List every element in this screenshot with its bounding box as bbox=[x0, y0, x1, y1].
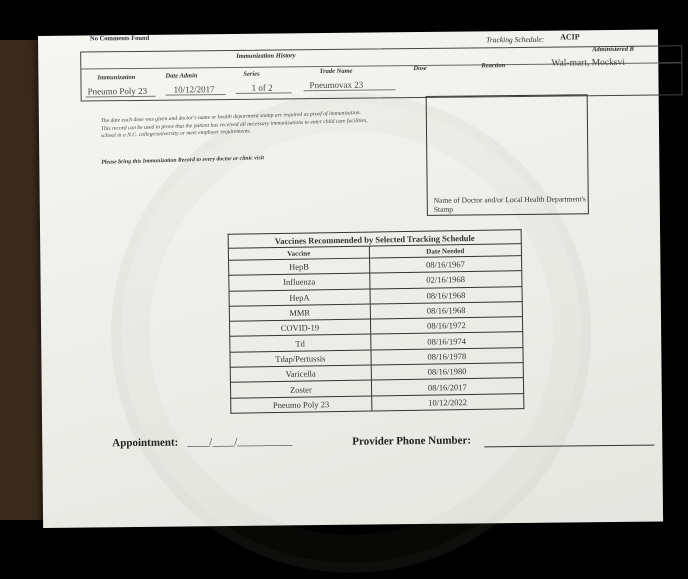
vaccine-name: Zoster bbox=[230, 380, 371, 398]
table-row bbox=[231, 393, 524, 413]
date-needed: 08/16/1978 bbox=[371, 347, 524, 365]
date-needed: 08/16/1967 bbox=[369, 256, 522, 274]
tracking-schedule-label: Tracking Schedule: bbox=[486, 34, 545, 45]
history-administered-by-value: Wal-mart, Mocksvi bbox=[551, 57, 626, 69]
date-needed: 02/16/1968 bbox=[369, 271, 522, 289]
appointment-label: Appointment: bbox=[112, 436, 179, 450]
history-date-admin-value: 10/12/2017 bbox=[173, 84, 215, 95]
date-needed: 08/16/2017 bbox=[371, 378, 524, 396]
vaccine-name: HepA bbox=[229, 289, 370, 307]
vaccine-name: Tdap/Pertussis bbox=[230, 350, 371, 368]
immunization-history-box bbox=[80, 45, 682, 101]
doctor-stamp-box bbox=[426, 94, 589, 216]
history-series-value: 1 of 2 bbox=[251, 82, 273, 93]
stamp-box-label: Name of Doctor and/or Local Health Department's Stamp bbox=[433, 194, 586, 214]
vaccine-name: COVID-19 bbox=[229, 319, 370, 337]
col-series: Series bbox=[243, 70, 260, 78]
underline bbox=[236, 92, 292, 94]
administered-by-label: Administered B bbox=[592, 45, 634, 54]
immunization-record-page bbox=[38, 30, 663, 528]
vaccine-name: Pneumo Poly 23 bbox=[231, 396, 372, 414]
vaccine-name: MMR bbox=[229, 304, 370, 322]
history-immunization-value: Pneumo Poly 23 bbox=[87, 85, 148, 97]
provider-phone-blank[interactable] bbox=[484, 445, 654, 448]
underline bbox=[86, 96, 156, 98]
history-trade-name-value: Pneumovax 23 bbox=[309, 79, 364, 91]
vaccine-name: Influenza bbox=[229, 273, 370, 291]
date-needed: 08/16/1972 bbox=[370, 317, 523, 335]
recommended-vaccines-table bbox=[228, 229, 525, 414]
date-needed: 08/16/1968 bbox=[370, 286, 523, 304]
underline bbox=[304, 89, 396, 91]
date-needed: 10/12/2022 bbox=[371, 393, 524, 411]
date-needed: 08/16/1980 bbox=[371, 363, 524, 381]
proof-notice: The date each dose was given and doctor's name or health department stamp are required as proof of immunization. This record can be used to prove that the patient has received all necessary immunizations to enter child care facilities, school in a N.C. college/university or meet employer requirements. bbox=[100, 110, 368, 140]
underline bbox=[166, 94, 226, 96]
top-clip-text: No Comments Found bbox=[89, 34, 150, 43]
col-reaction: Reaction bbox=[481, 62, 506, 70]
bring-record-notice: Please bring this Immunization Record to every doctor or clinic visit bbox=[101, 155, 265, 166]
appointment-date-blank[interactable]: ____/____/__________ bbox=[187, 435, 293, 449]
photo-frame bbox=[0, 32, 640, 520]
table-caption: Vaccines Recommended by Selected Tracking Schedule bbox=[228, 230, 521, 249]
col-date-admin: Date Admin bbox=[165, 72, 198, 80]
table-col-vaccine: Vaccine bbox=[228, 246, 369, 260]
date-needed: 08/16/1974 bbox=[370, 332, 523, 350]
vaccine-name: Varicella bbox=[230, 365, 371, 383]
table-col-date-needed: Date Needed bbox=[369, 244, 522, 258]
col-immunization: Immunization bbox=[97, 73, 136, 82]
col-dose: Dose bbox=[413, 64, 427, 73]
tracking-schedule-value: ACIP bbox=[559, 32, 580, 42]
provider-phone-label: Provider Phone Number: bbox=[352, 434, 472, 448]
history-title: Immunization History bbox=[236, 52, 296, 60]
date-needed: 08/16/1968 bbox=[370, 302, 523, 320]
vaccine-name: Td bbox=[230, 335, 371, 353]
col-trade-name: Trade Name bbox=[319, 67, 353, 76]
vaccine-name: HepB bbox=[229, 258, 370, 276]
